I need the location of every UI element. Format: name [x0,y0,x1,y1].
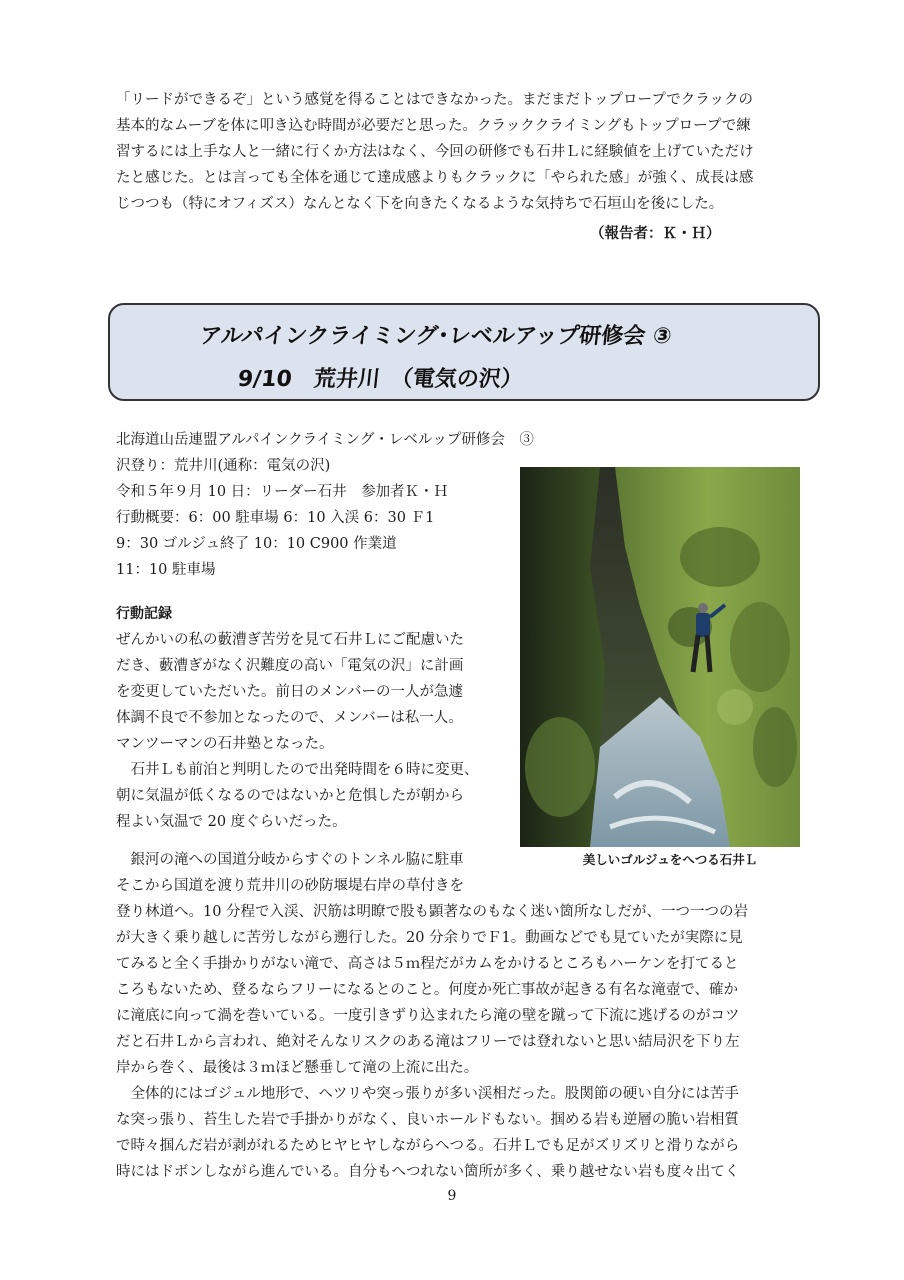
info-line: 9：30 ゴルジュ終了 10：10 C900 作業道 [116,536,397,552]
record-line: 時にはドボンしながら進んでいる。自分もへつれない箇所が多く、乗り越せない岩も度々出てく [116,1164,740,1180]
record-line: だと石井Ｌから言われ、絶対そんなリスクのある滝はフリーでは登れないと思い結局沢を下り左 [116,1034,740,1050]
record-line: な突っ張り、苔生した岩で手掛かりがなく、良いホールドもない。掴める岩も逆層の脆い岩相質 [116,1112,739,1128]
record-line: マンツーマンの石井塾となった。 [116,736,334,752]
previous-report-line: 「リードができるぞ」という感覚を得ることはできなかった。まだまだトップロープでクラックの [116,92,753,108]
section-banner [108,303,820,401]
info-line: 令和５年９月 10 日：リーダー石井 参加者Ｋ・Ｈ [116,484,449,500]
record-line: 程よい気温で 20 度ぐらいだった。 [116,814,347,830]
record-line: だき、藪漕ぎがなく沢難度の高い「電気の沢」に計画 [116,658,464,674]
record-line: を変更していただいた。前日のメンバーの一人が急遽 [116,684,463,700]
record-line: 銀河の滝への国道分岐からすぐのトンネル脇に駐車 [116,852,464,868]
record-line: 全体的にはゴジュル地形で、ヘツリや突っ張りが多い渓相だった。股関節の硬い自分には苦手 [116,1086,739,1102]
info-line: 沢登り：荒井川(通称：電気の沢) [116,458,331,474]
record-line: 岸から巻く、最後は３ｍほど懸垂して滝の上流に出た。 [116,1060,479,1076]
record-line: 登り林道へ。10 分程で入渓、沢筋は明瞭で股も顕著なのもなく迷い箇所なしだが、一つ一つの岩 [116,904,749,920]
info-line: 11：10 駐車場 [116,562,216,578]
photo-caption: 美しいゴルジュをへつる石井Ｌ [582,852,758,867]
gorge-photo [520,467,800,847]
previous-report-line: たと感じた。とは言っても全体を通じて達成感よりもクラックに「やられた感」が強く、成長は感 [116,170,754,186]
record-line: そこから国道を渡り荒井川の砂防堰堤右岸の草付きを [116,878,464,894]
record-line: ころもないため、登るならフリーになるとのこと。何度か死亡事故が起きる有名な滝壺で、確か [116,982,739,998]
record-title: 行動記録 [116,606,172,622]
previous-report-line: 習するには上手な人と一緒に行くか方法はなく、今回の研修でも石井Ｌに経験値を上げていただけ [116,144,754,160]
record-line: 体調不良で不参加となったので、メンバーは私一人。 [116,710,463,726]
gorge-illustration [520,467,800,847]
record-line: が大きく乗り越しに苦労しながら遡行した。20 分余りでＦ1。動画などでも見ていたが実際に見 [116,930,743,946]
record-line: 石井Ｌも前泊と判明したので出発時間を６時に変更、 [116,762,479,778]
info-line: 行動概要：6：00 駐車場 6：10 入渓 6：30 Ｆ1 [116,510,435,526]
record-line: で時々掴んだ岩が剥がれるためヒヤヒヤしながらへつる。石井Ｌでも足がズリズリと滑りながら [116,1138,740,1154]
previous-report-line: じつつも（特にオフィズス）なんとなく下を向きたくなるような気持ちで石垣山を後にした。 [116,196,724,212]
record-line: 朝に気温が低くなるのではないかと危惧したが朝から [116,788,464,804]
reporter-credit: （報告者：Ｋ・Ｈ） [590,225,721,242]
record-line: ぜんかいの私の藪漕ぎ苦労を見て石井Ｌにご配慮いた [116,632,464,648]
record-line: に滝底に向って渦を巻いている。一度引きずり込まれたら滝の壁を蹴って下流に逃げるのがコツ [116,1008,740,1024]
info-line: 北海道山岳連盟アルパインクライミング・レベルップ研修会 ③ [116,432,534,448]
previous-report-line: 基本的なムーブを体に叩き込む時間が必要だと思った。クラッククライミングもトップロープで練 [116,118,751,134]
banner-subtitle: 9/10 荒井川 （電気の沢） [236,367,525,392]
page-number: 9 [447,1188,457,1204]
record-line: てみると全く手掛かりがない滝で、高さは５ｍ程だがカムをかけるところもハーケンを打てると [116,956,739,972]
banner-title: アルパインクライミング･レベルアップ研修会 ③ [198,324,673,349]
